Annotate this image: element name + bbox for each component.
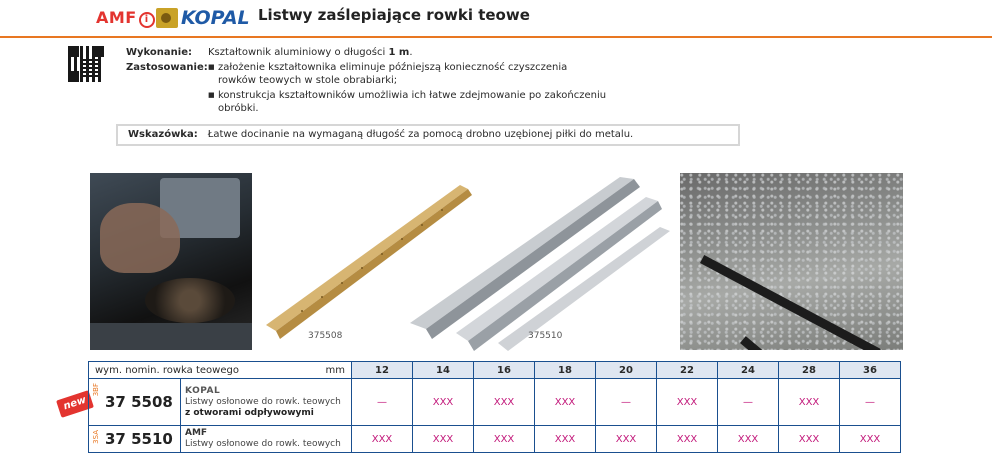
availability-cell: XXX (413, 426, 474, 453)
rails-image (262, 173, 672, 353)
size-header: 20 (596, 362, 657, 379)
table-row (89, 426, 901, 453)
availability-cell: — (352, 379, 413, 426)
list-item: ■ konstrukcja kształtowników umożliwia ich łatwe zdejmowanie po zakończeniu obróbki. (208, 89, 608, 115)
header-divider (0, 36, 992, 38)
availability-cell: XXX (840, 426, 901, 453)
wykonanie-value: Kształtownik aluminiowy o długości 1 m. (208, 47, 413, 58)
availability-cell: XXX (718, 426, 779, 453)
article-number[interactable]: 3BF 37 5508 (89, 379, 181, 426)
availability-cell: XXX (779, 426, 840, 453)
availability-cell: XXX (352, 426, 413, 453)
kopal-logo: KOPAL (156, 6, 250, 30)
availability-cell: XXX (596, 426, 657, 453)
availability-cell: — (596, 379, 657, 426)
availability-cell: XXX (474, 379, 535, 426)
kopal-mini-logo: KOPAL (185, 385, 221, 396)
availability-cell: XXX (779, 379, 840, 426)
amf-mini-logo: AMF (185, 428, 208, 438)
image-code-375510: 375510 (528, 331, 563, 341)
machining-photo (90, 173, 252, 350)
page-title: Listwy zaślepiające rowki teowe (258, 6, 530, 24)
amf-logo: AMF i (96, 8, 155, 28)
size-header: 28 (779, 362, 840, 379)
availability-cell: XXX (413, 379, 474, 426)
table-header-row (89, 362, 901, 379)
qr-code-icon[interactable] (68, 46, 104, 82)
page-header (0, 0, 992, 40)
availability-cell: — (718, 379, 779, 426)
zastosowanie-list (208, 61, 608, 115)
size-header: 14 (413, 362, 474, 379)
size-header: 22 (657, 362, 718, 379)
article-description: KOPAL Listwy osłonowe do rowk. teowych z otworami odpływowymi (181, 379, 352, 426)
size-header: 16 (474, 362, 535, 379)
hint-box: Wskazówka: Łatwe docinanie na wymaganą długość za pomocą drobno uzębionej piłki do metalu. (116, 124, 740, 146)
availability-cell: — (840, 379, 901, 426)
new-badge: new (56, 390, 94, 418)
kopal-logo-icon (156, 8, 178, 28)
availability-cell: XXX (657, 379, 718, 426)
size-header: 24 (718, 362, 779, 379)
zastosowanie-row: Zastosowanie: ■ założenie kształtownika eliminuje późniejszą konieczność czyszczenia rowków teowych w stole obrabiarki; ■ konstrukcja kształtowników umożliwia ich łatwe zdejmowanie po zakończeniu obróbki. (126, 61, 608, 115)
wykonanie-row: Wykonanie: Kształtownik aluminiowy o długości 1 m. (126, 47, 413, 58)
image-code-375508: 375508 (308, 331, 343, 341)
dimension-header: wym. nomin. rowka teowego mm (89, 362, 352, 379)
machine-table-photo (680, 173, 903, 350)
size-header: 36 (840, 362, 901, 379)
availability-cell: XXX (474, 426, 535, 453)
product-description (126, 46, 608, 115)
product-table (88, 361, 901, 453)
table-row (89, 379, 901, 426)
rails-illustration (262, 173, 672, 353)
availability-cell: XXX (657, 426, 718, 453)
availability-cell: XXX (535, 426, 596, 453)
article-description: AMF Listwy osłonowe do rowk. teowych (181, 426, 352, 453)
size-header: 18 (535, 362, 596, 379)
article-number[interactable]: 3SA 37 5510 (89, 426, 181, 453)
list-item: ■ założenie kształtownika eliminuje późniejszą konieczność czyszczenia rowków teowych w stole obrabiarki; (208, 61, 608, 87)
size-header: 12 (352, 362, 413, 379)
availability-cell: XXX (535, 379, 596, 426)
